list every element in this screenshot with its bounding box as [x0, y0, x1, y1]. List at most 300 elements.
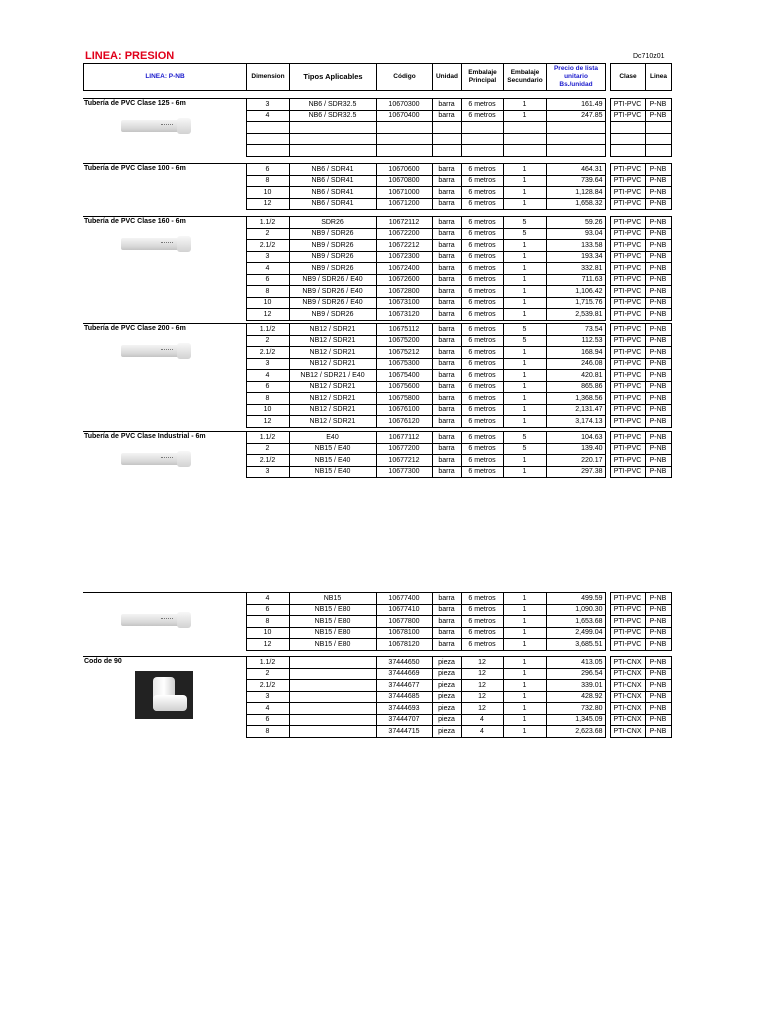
cell-unidad: barra: [432, 286, 461, 298]
cell-unidad: barra: [432, 370, 461, 382]
cell-linea: P-NB: [645, 187, 671, 199]
cell-unidad: barra: [432, 347, 461, 359]
cell-linea: P-NB: [645, 217, 671, 229]
cell-clase: PTI-PVC: [610, 381, 645, 393]
section-table: [83, 592, 672, 651]
cell-emb-principal: 6 metros: [461, 187, 503, 199]
cell-unidad: pieza: [432, 703, 461, 715]
table-row: [83, 657, 671, 669]
cell-unidad: barra: [432, 263, 461, 275]
table-row: [83, 432, 671, 444]
cell-emb-secundario: 1: [503, 404, 546, 416]
page-title: LINEA: PRESION: [85, 50, 175, 62]
cell-codigo: 37444715: [376, 726, 432, 738]
cell-linea: P-NB: [645, 627, 671, 639]
cell-unidad: barra: [432, 309, 461, 321]
cell-emb-secundario: [503, 145, 546, 157]
document-id: Dc710z01: [633, 53, 665, 60]
cell-linea: P-NB: [645, 404, 671, 416]
cell-emb-secundario: 1: [503, 714, 546, 726]
cell-emb-principal: 6 metros: [461, 358, 503, 370]
cell-codigo: 10673100: [376, 297, 432, 309]
cell-codigo: 10673120: [376, 309, 432, 321]
cell-tipos: [289, 145, 376, 157]
cell-dimension: 6: [246, 164, 289, 176]
cell-emb-principal: 12: [461, 657, 503, 669]
cell-emb-principal: 6 metros: [461, 443, 503, 455]
cell-clase: PTI-PVC: [610, 251, 645, 263]
cell-emb-secundario: 1: [503, 627, 546, 639]
cell-emb-principal: 6 metros: [461, 432, 503, 444]
cell-linea: P-NB: [645, 251, 671, 263]
cell-emb-secundario: 5: [503, 443, 546, 455]
cell-linea: [645, 133, 671, 145]
section-label-cell: [83, 657, 246, 738]
cell-dimension: 2.1/2: [246, 455, 289, 467]
cell-codigo: 10675212: [376, 347, 432, 359]
cell-dimension: 6: [246, 604, 289, 616]
cell-codigo: 10672200: [376, 228, 432, 240]
cell-precio: 339.01: [546, 680, 605, 692]
cell-codigo: 10677410: [376, 604, 432, 616]
cell-precio: 1,368.56: [546, 393, 605, 405]
cell-emb-secundario: 1: [503, 187, 546, 199]
cell-tipos: NB15 / E40: [289, 466, 376, 478]
cell-linea: P-NB: [645, 680, 671, 692]
cell-codigo: 10675300: [376, 358, 432, 370]
cell-emb-principal: 6 metros: [461, 198, 503, 210]
cell-codigo: 10672400: [376, 263, 432, 275]
cell-unidad: pieza: [432, 691, 461, 703]
cell-emb-secundario: 5: [503, 432, 546, 444]
cell-dimension: 4: [246, 593, 289, 605]
cell-emb-secundario: 1: [503, 198, 546, 210]
cell-codigo: 10672800: [376, 286, 432, 298]
cell-dimension: 6: [246, 714, 289, 726]
cell-precio: 104.63: [546, 432, 605, 444]
cell-linea: P-NB: [645, 274, 671, 286]
cell-emb-secundario: 1: [503, 616, 546, 628]
cell-tipos: NB15 / E80: [289, 604, 376, 616]
cell-linea: P-NB: [645, 228, 671, 240]
cell-codigo: 10671200: [376, 198, 432, 210]
cell-linea: P-NB: [645, 616, 671, 628]
cell-emb-principal: [461, 145, 503, 157]
cell-unidad: barra: [432, 164, 461, 176]
cell-linea: P-NB: [645, 455, 671, 467]
cell-linea: P-NB: [645, 668, 671, 680]
cell-clase: PTI-PVC: [610, 274, 645, 286]
cell-tipos: NB9 / SDR26: [289, 228, 376, 240]
cell-precio: 732.80: [546, 703, 605, 715]
cell-precio: 193.34: [546, 251, 605, 263]
cell-tipos: [289, 122, 376, 134]
cell-clase: PTI-CNX: [610, 668, 645, 680]
cell-emb-secundario: 1: [503, 668, 546, 680]
cell-precio: 3,174.13: [546, 416, 605, 428]
cell-tipos: NB15 / E40: [289, 443, 376, 455]
cell-tipos: NB6 / SDR32.5: [289, 99, 376, 111]
cell-codigo: 37444650: [376, 657, 432, 669]
cell-emb-secundario: 1: [503, 370, 546, 382]
cell-tipos: NB9 / SDR26: [289, 263, 376, 275]
cell-precio: 296.54: [546, 668, 605, 680]
cell-emb-secundario: 1: [503, 657, 546, 669]
elbow-fitting-image: [135, 671, 193, 719]
cell-dimension: 12: [246, 309, 289, 321]
cell-emb-principal: 6 metros: [461, 99, 503, 111]
cell-unidad: barra: [432, 217, 461, 229]
cell-codigo: 10670300: [376, 99, 432, 111]
cell-codigo: 10675800: [376, 393, 432, 405]
cell-tipos: NB12 / SDR21: [289, 358, 376, 370]
pvc-pipe-image: [121, 446, 191, 468]
cell-clase: PTI-PVC: [610, 263, 645, 275]
cell-emb-secundario: 5: [503, 217, 546, 229]
cell-clase: PTI-CNX: [610, 657, 645, 669]
cell-linea: P-NB: [645, 593, 671, 605]
cell-tipos: NB9 / SDR26 / E40: [289, 274, 376, 286]
cell-dimension: 8: [246, 393, 289, 405]
cell-clase: PTI-PVC: [610, 286, 645, 298]
cell-unidad: [432, 145, 461, 157]
header-precio: Precio de lista unitario Bs./unidad: [547, 64, 606, 91]
cell-tipos: NB15: [289, 593, 376, 605]
cell-precio: [546, 133, 605, 145]
cell-precio: 464.31: [546, 164, 605, 176]
cell-linea: [645, 122, 671, 134]
cell-emb-secundario: 1: [503, 251, 546, 263]
cell-emb-secundario: 1: [503, 416, 546, 428]
cell-linea: P-NB: [645, 416, 671, 428]
cell-precio: 1,653.68: [546, 616, 605, 628]
cell-unidad: barra: [432, 240, 461, 252]
section-label-cell: [83, 593, 246, 651]
cell-precio: 1,345.09: [546, 714, 605, 726]
cell-codigo: 10678120: [376, 639, 432, 651]
cell-precio: 93.04: [546, 228, 605, 240]
cell-codigo: 10675600: [376, 381, 432, 393]
cell-linea: P-NB: [645, 639, 671, 651]
cell-precio: 139.40: [546, 443, 605, 455]
cell-linea: P-NB: [645, 393, 671, 405]
cell-clase: PTI-PVC: [610, 240, 645, 252]
cell-emb-principal: 6 metros: [461, 240, 503, 252]
cell-emb-principal: 6 metros: [461, 164, 503, 176]
cell-dimension: 10: [246, 187, 289, 199]
cell-unidad: barra: [432, 274, 461, 286]
section-label-cell: [83, 324, 246, 428]
pvc-pipe-image: [121, 231, 191, 253]
cell-linea: P-NB: [645, 443, 671, 455]
section-label: Tubería de PVC Clase Industrial - 6m: [84, 433, 206, 440]
cell-linea: [645, 145, 671, 157]
cell-unidad: barra: [432, 175, 461, 187]
cell-clase: PTI-PVC: [610, 335, 645, 347]
cell-emb-principal: 6 metros: [461, 309, 503, 321]
cell-unidad: barra: [432, 466, 461, 478]
cell-precio: 420.81: [546, 370, 605, 382]
cell-clase: PTI-PVC: [610, 297, 645, 309]
cell-emb-principal: 6 metros: [461, 370, 503, 382]
cell-emb-secundario: 1: [503, 99, 546, 111]
cell-tipos: NB12 / SDR21: [289, 393, 376, 405]
cell-clase: PTI-PVC: [610, 416, 645, 428]
cell-unidad: barra: [432, 251, 461, 263]
cell-codigo: 10677800: [376, 616, 432, 628]
cell-emb-secundario: [503, 133, 546, 145]
cell-codigo: 37444669: [376, 668, 432, 680]
cell-unidad: pieza: [432, 657, 461, 669]
cell-codigo: 10675112: [376, 324, 432, 336]
table-row: [83, 324, 671, 336]
cell-dimension: [246, 133, 289, 145]
cell-codigo: [376, 133, 432, 145]
cell-tipos: NB15 / E80: [289, 616, 376, 628]
cell-emb-secundario: 1: [503, 286, 546, 298]
pvc-pipe-image: [121, 338, 191, 360]
column-header-table: [83, 63, 672, 91]
cell-precio: 247.85: [546, 110, 605, 122]
section-label: Tubería de PVC Clase 100 - 6m: [84, 165, 186, 172]
cell-codigo: 10670600: [376, 164, 432, 176]
cell-linea: P-NB: [645, 164, 671, 176]
cell-precio: 413.05: [546, 657, 605, 669]
cell-unidad: barra: [432, 639, 461, 651]
cell-emb-secundario: 1: [503, 703, 546, 715]
cell-tipos: NB15 / E80: [289, 639, 376, 651]
cell-unidad: pieza: [432, 726, 461, 738]
header-tipos-aplicables: Tipos Aplicables: [290, 64, 377, 91]
cell-tipos: [289, 657, 376, 669]
cell-codigo: 10676100: [376, 404, 432, 416]
cell-clase: PTI-CNX: [610, 714, 645, 726]
cell-dimension: 2: [246, 335, 289, 347]
cell-emb-principal: 6 metros: [461, 324, 503, 336]
cell-unidad: barra: [432, 381, 461, 393]
cell-clase: PTI-PVC: [610, 358, 645, 370]
cell-emb-principal: 6 metros: [461, 593, 503, 605]
cell-unidad: barra: [432, 627, 461, 639]
cell-precio: 865.86: [546, 381, 605, 393]
cell-tipos: E40: [289, 432, 376, 444]
cell-dimension: 2: [246, 668, 289, 680]
cell-clase: PTI-PVC: [610, 455, 645, 467]
cell-dimension: 12: [246, 198, 289, 210]
cell-precio: 1,658.32: [546, 198, 605, 210]
cell-linea: P-NB: [645, 286, 671, 298]
cell-unidad: barra: [432, 593, 461, 605]
cell-emb-secundario: 5: [503, 324, 546, 336]
cell-tipos: [289, 668, 376, 680]
cell-dimension: 2: [246, 443, 289, 455]
cell-linea: P-NB: [645, 335, 671, 347]
cell-emb-principal: 6 metros: [461, 251, 503, 263]
cell-emb-secundario: 1: [503, 263, 546, 275]
cell-precio: 112.53: [546, 335, 605, 347]
cell-precio: 2,131.47: [546, 404, 605, 416]
cell-clase: PTI-PVC: [610, 347, 645, 359]
cell-precio: 59.26: [546, 217, 605, 229]
cell-clase: PTI-PVC: [610, 627, 645, 639]
cell-emb-secundario: 1: [503, 240, 546, 252]
cell-emb-principal: 6 metros: [461, 335, 503, 347]
cell-dimension: 2.1/2: [246, 680, 289, 692]
cell-tipos: NB15 / E80: [289, 627, 376, 639]
cell-tipos: NB9 / SDR26 / E40: [289, 297, 376, 309]
cell-emb-principal: 12: [461, 668, 503, 680]
cell-precio: 428.92: [546, 691, 605, 703]
cell-precio: 2,623.68: [546, 726, 605, 738]
cell-linea: P-NB: [645, 703, 671, 715]
cell-emb-secundario: 1: [503, 175, 546, 187]
cell-clase: PTI-PVC: [610, 404, 645, 416]
cell-dimension: 3: [246, 251, 289, 263]
cell-codigo: 10672212: [376, 240, 432, 252]
cell-emb-principal: 6 metros: [461, 393, 503, 405]
cell-dimension: 12: [246, 416, 289, 428]
cell-codigo: 10677200: [376, 443, 432, 455]
cell-clase: PTI-PVC: [610, 593, 645, 605]
cell-clase: PTI-PVC: [610, 175, 645, 187]
cell-emb-principal: 4: [461, 714, 503, 726]
cell-emb-principal: 6 metros: [461, 263, 503, 275]
cell-dimension: 10: [246, 627, 289, 639]
cell-emb-principal: 6 metros: [461, 347, 503, 359]
cell-precio: 220.17: [546, 455, 605, 467]
cell-precio: 161.49: [546, 99, 605, 111]
cell-codigo: [376, 122, 432, 134]
table-row: [83, 164, 671, 176]
cell-unidad: barra: [432, 393, 461, 405]
cell-emb-secundario: 1: [503, 604, 546, 616]
cell-emb-principal: 6 metros: [461, 604, 503, 616]
cell-clase: PTI-PVC: [610, 187, 645, 199]
cell-emb-principal: 6 metros: [461, 404, 503, 416]
section-label: Tubería de PVC Clase 125 - 6m: [84, 100, 186, 107]
cell-precio: 2,539.81: [546, 309, 605, 321]
cell-emb-principal: 6 metros: [461, 217, 503, 229]
cell-unidad: [432, 122, 461, 134]
cell-linea: P-NB: [645, 309, 671, 321]
cell-unidad: barra: [432, 187, 461, 199]
cell-precio: 297.38: [546, 466, 605, 478]
cell-tipos: NB12 / SDR21: [289, 324, 376, 336]
cell-clase: PTI-PVC: [610, 466, 645, 478]
cell-clase: PTI-CNX: [610, 703, 645, 715]
cell-emb-secundario: 1: [503, 381, 546, 393]
cell-tipos: NB12 / SDR21: [289, 347, 376, 359]
section-table: [83, 163, 672, 210]
cell-tipos: NB6 / SDR41: [289, 198, 376, 210]
pvc-pipe-image: [121, 113, 191, 135]
cell-dimension: 6: [246, 381, 289, 393]
cell-precio: 246.08: [546, 358, 605, 370]
cell-emb-principal: 6 metros: [461, 286, 503, 298]
cell-tipos: NB12 / SDR21 / E40: [289, 370, 376, 382]
cell-unidad: barra: [432, 297, 461, 309]
cell-codigo: 37444685: [376, 691, 432, 703]
cell-codigo: 10672300: [376, 251, 432, 263]
cell-linea: P-NB: [645, 714, 671, 726]
cell-clase: PTI-CNX: [610, 680, 645, 692]
cell-unidad: barra: [432, 99, 461, 111]
cell-linea: P-NB: [645, 466, 671, 478]
cell-tipos: NB12 / SDR21: [289, 335, 376, 347]
cell-clase: PTI-PVC: [610, 110, 645, 122]
cell-dimension: 4: [246, 370, 289, 382]
cell-emb-secundario: 1: [503, 110, 546, 122]
cell-tipos: NB9 / SDR26 / E40: [289, 286, 376, 298]
cell-dimension: 3: [246, 691, 289, 703]
cell-codigo: 10677212: [376, 455, 432, 467]
table-row: [83, 99, 671, 111]
cell-tipos: [289, 691, 376, 703]
header-linea-pnb: LINEA: P-NB: [84, 64, 247, 91]
cell-dimension: 3: [246, 358, 289, 370]
cell-dimension: 2: [246, 228, 289, 240]
cell-unidad: barra: [432, 604, 461, 616]
cell-clase: PTI-PVC: [610, 309, 645, 321]
cell-linea: P-NB: [645, 657, 671, 669]
cell-tipos: NB12 / SDR21: [289, 381, 376, 393]
cell-unidad: pieza: [432, 714, 461, 726]
cell-clase: [610, 122, 645, 134]
cell-emb-secundario: 1: [503, 309, 546, 321]
cell-emb-secundario: 1: [503, 393, 546, 405]
cell-unidad: barra: [432, 228, 461, 240]
section-label: [83, 593, 246, 603]
header-linea: Linea: [646, 64, 672, 91]
cell-precio: 3,685.51: [546, 639, 605, 651]
cell-codigo: 10671000: [376, 187, 432, 199]
header-embalaje-principal: Embalaje Principal: [462, 64, 504, 91]
cell-emb-secundario: 1: [503, 347, 546, 359]
cell-codigo: 10670400: [376, 110, 432, 122]
cell-unidad: barra: [432, 416, 461, 428]
header-embalaje-secundario: Embalaje Secundario: [504, 64, 547, 91]
section-table: [83, 431, 672, 478]
cell-clase: PTI-PVC: [610, 443, 645, 455]
section-table: [83, 98, 672, 157]
cell-codigo: 10670800: [376, 175, 432, 187]
cell-codigo: 10672112: [376, 217, 432, 229]
cell-codigo: 37444693: [376, 703, 432, 715]
cell-emb-principal: [461, 133, 503, 145]
cell-tipos: NB9 / SDR26: [289, 251, 376, 263]
cell-clase: PTI-PVC: [610, 164, 645, 176]
cell-dimension: 1.1/2: [246, 432, 289, 444]
cell-tipos: [289, 703, 376, 715]
cell-precio: 1,128.84: [546, 187, 605, 199]
cell-emb-principal: 6 metros: [461, 110, 503, 122]
cell-linea: P-NB: [645, 726, 671, 738]
cell-tipos: NB12 / SDR21: [289, 416, 376, 428]
cell-tipos: NB6 / SDR41: [289, 175, 376, 187]
cell-clase: PTI-PVC: [610, 217, 645, 229]
section-label-cell: [83, 164, 246, 210]
cell-clase: PTI-PVC: [610, 604, 645, 616]
cell-emb-principal: 6 metros: [461, 616, 503, 628]
cell-tipos: [289, 726, 376, 738]
cell-unidad: barra: [432, 443, 461, 455]
cell-precio: 332.81: [546, 263, 605, 275]
cell-linea: P-NB: [645, 347, 671, 359]
cell-emb-principal: 6 metros: [461, 297, 503, 309]
cell-dimension: 3: [246, 99, 289, 111]
cell-emb-principal: [461, 122, 503, 134]
cell-linea: P-NB: [645, 297, 671, 309]
